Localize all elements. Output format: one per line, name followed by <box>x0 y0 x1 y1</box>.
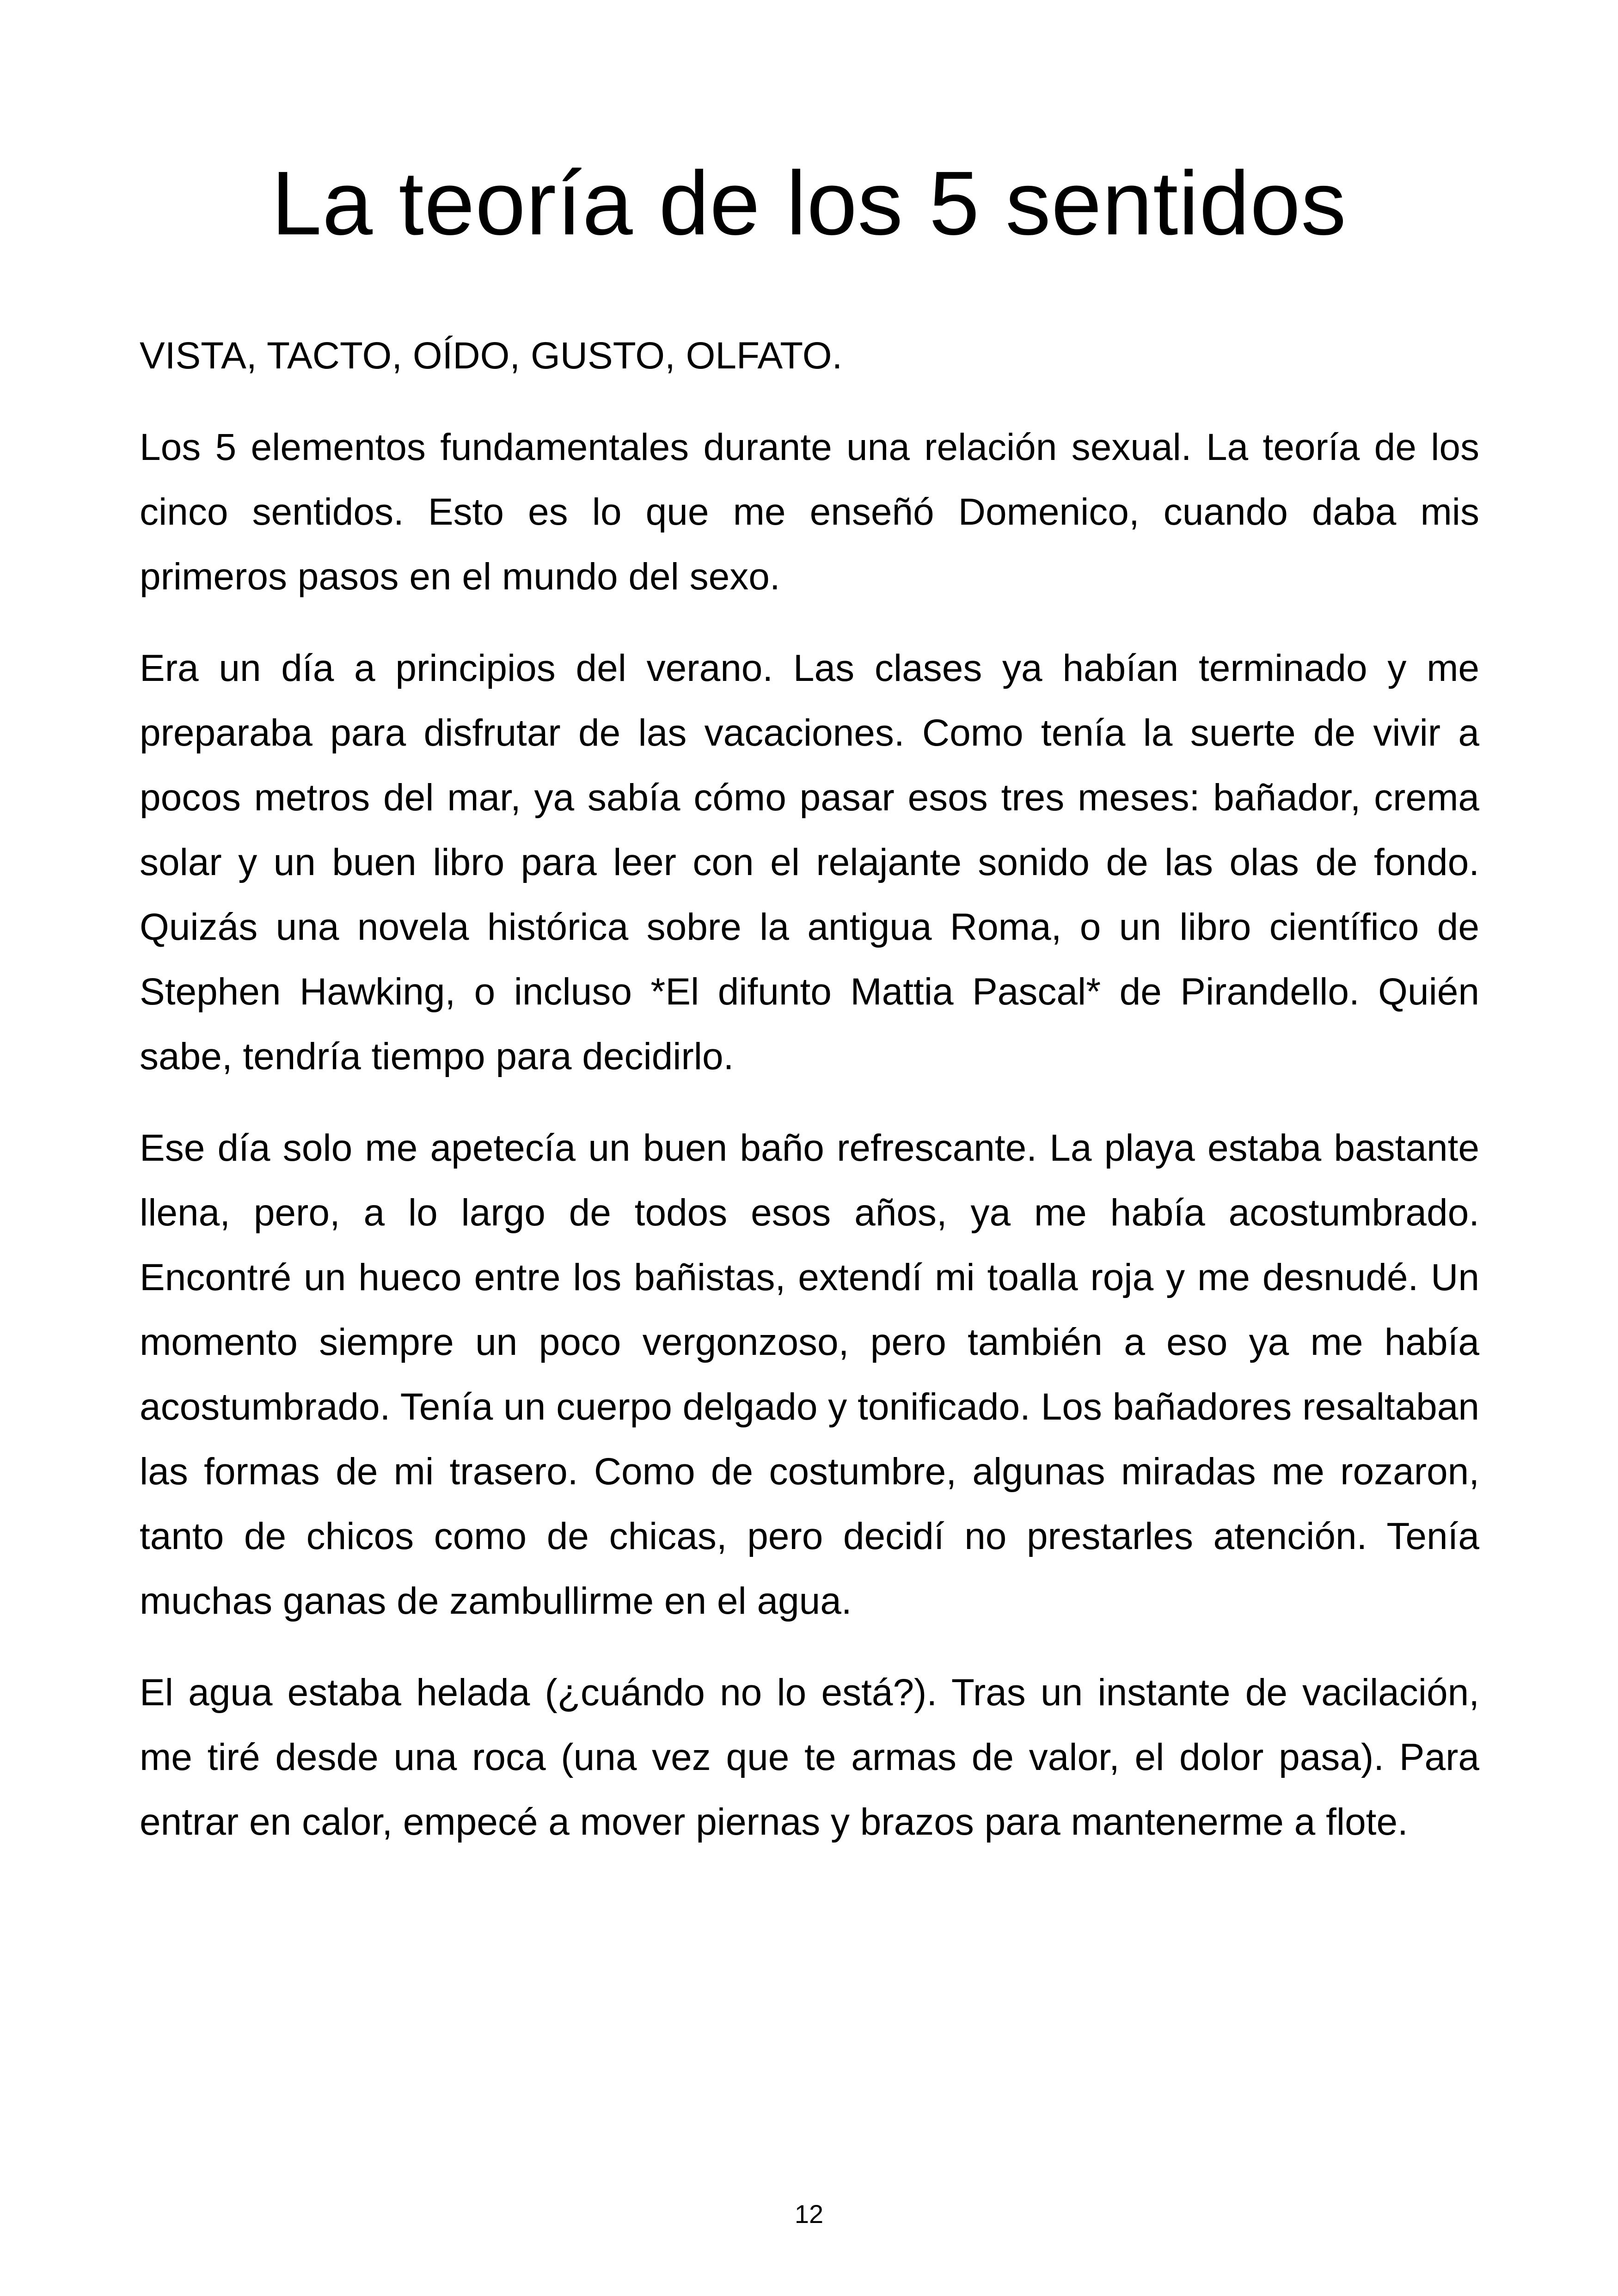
paragraph-2: Era un día a principios del verano. Las clases ya habían terminado y me preparaba para disfrutar de las vacaciones. Como tenía la suerte de vivir a pocos metros del mar, ya sabía cómo pasar esos tres meses: bañador, crema solar y un buen libro para leer con el relajante sonido de las olas de fondo. Quizás una novela histórica sobre la antigua Roma, o un libro científico de Stephen Hawking, o incluso *El difunto Mattia Pascal* de Pirandello. Quién sabe, tendría tiempo para decidirlo. <box>140 647 1479 1078</box>
paragraph-1: Los 5 elementos fundamentales durante una relación sexual. La teoría de los cinco sentidos. Esto es lo que me enseñó Domenico, cuando daba mis primeros pasos en el mundo del sexo. <box>140 426 1479 598</box>
paragraph-4: El agua estaba helada (¿cuándo no lo está?). Tras un instante de vacilación, me tiré desde una roca (una vez que te armas de valor, el dolor pasa). Para entrar en calor, empecé a mover piernas y brazos para mantenerme a flote. <box>140 1671 1479 1843</box>
chapter-body <box>140 324 1479 1881</box>
paragraph-3: Ese día solo me apetecía un buen baño refrescante. La playa estaba bastante llena, pero, a lo largo de todos esos años, ya me había acostumbrado. Encontré un hueco entre los bañistas, extendí mi toalla roja y me desnudé. Un momento siempre un poco vergonzoso, pero también a eso ya me había acostumbrado. Tenía un cuerpo delgado y tonificado. Los bañadores resaltaban las formas de mi trasero. Como de costumbre, algunas miradas me rozaron, tanto de chicos como de chicas, pero decidí no prestarles atención. Tenía muchas ganas de zambullirme en el agua. <box>140 1127 1479 1622</box>
page-number: 12 <box>794 2199 824 2229</box>
chapter-title: La teoría de los 5 sentidos <box>271 153 1347 254</box>
senses-line: VISTA, TACTO, OÍDO, GUSTO, OLFATO. <box>140 335 843 377</box>
